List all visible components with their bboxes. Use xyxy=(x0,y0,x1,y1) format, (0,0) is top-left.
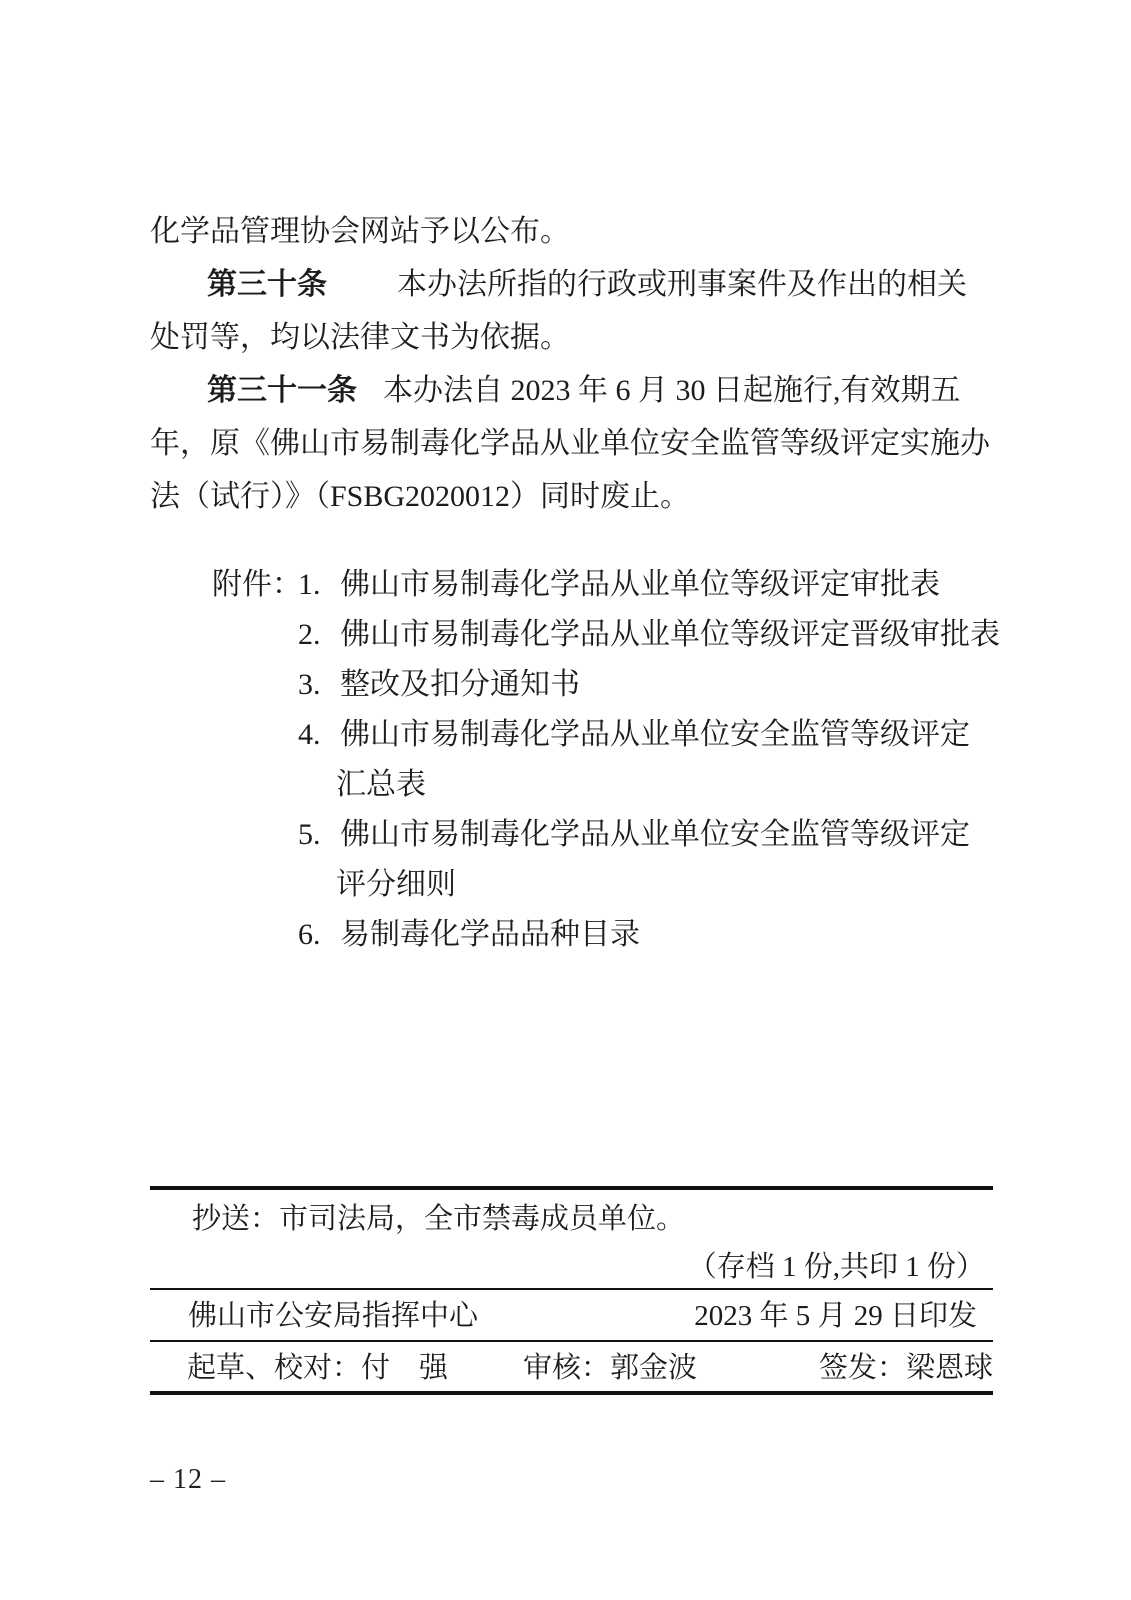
paragraph-line xyxy=(150,258,993,311)
attachment-item-continuation xyxy=(150,860,1010,910)
issuer-row xyxy=(150,1296,993,1336)
paragraph-text: 化学品管理协会网站予以公布。 xyxy=(150,215,570,248)
signer-field: 签发：梁恩球 xyxy=(819,1352,994,1384)
cc-text: 抄送：市司法局，全市禁毒成员单位。 xyxy=(192,1203,686,1235)
paragraph-text: 法（试行）》（FSBG2020012）同时废止。 xyxy=(150,480,691,513)
paragraph-line xyxy=(150,364,993,417)
attachment-item xyxy=(150,910,1010,960)
attachment-item xyxy=(150,710,1010,760)
separator-line-bottom xyxy=(150,1391,993,1395)
attachment-number: 5. xyxy=(298,818,321,851)
page-number: – 12 – xyxy=(150,1464,226,1495)
attachment-title: 易制毒化学品品种目录 xyxy=(340,918,640,951)
article-number-term: 第三十条 xyxy=(207,268,327,301)
attachment-item xyxy=(150,560,1010,610)
paragraph-text: 年，原《佛山市易制毒化学品从业单位安全监管等级评定实施办 xyxy=(150,427,990,460)
attachment-item-continuation xyxy=(150,760,1010,810)
attachment-title-continuation: 评分细则 xyxy=(336,868,456,901)
copies-text: （存档 1 份,共印 1 份） xyxy=(687,1251,985,1283)
separator-line-middle-2 xyxy=(150,1340,993,1342)
paragraph-text: 本办法所指的行政或刑事案件及作出的相关 xyxy=(397,268,967,301)
body-paragraphs xyxy=(150,205,993,523)
print-date: 2023 年 5 月 29 日印发 xyxy=(694,1300,977,1332)
attachments-label: 附件： xyxy=(212,568,302,601)
reviewer-field: 审核：郭金波 xyxy=(523,1352,698,1384)
paragraph-line xyxy=(150,205,993,258)
attachment-item xyxy=(150,660,1010,710)
attachment-item xyxy=(150,610,1010,660)
attachment-title: 佛山市易制毒化学品从业单位等级评定审批表 xyxy=(340,568,940,601)
drafter-field: 起草、校对：付 强 xyxy=(187,1352,449,1384)
attachment-item xyxy=(150,810,1010,860)
cc-line xyxy=(150,1198,993,1240)
attachment-title-continuation: 汇总表 xyxy=(336,768,426,801)
attachment-number: 1. xyxy=(298,568,321,601)
copies-note xyxy=(150,1246,993,1288)
separator-line-middle-1 xyxy=(150,1288,993,1290)
attachment-title: 佛山市易制毒化学品从业单位安全监管等级评定 xyxy=(340,718,970,751)
attachment-title: 佛山市易制毒化学品从业单位等级评定晋级审批表 xyxy=(340,618,1000,651)
attachment-number: 3. xyxy=(298,668,321,701)
attachments-list xyxy=(150,560,1010,960)
issuer-name: 佛山市公安局指挥中心 xyxy=(188,1300,479,1332)
article-number-term: 第三十一条 xyxy=(207,374,357,407)
attachment-number: 6. xyxy=(298,918,321,951)
paragraph-line xyxy=(150,311,993,364)
paragraph-text: 本办法自 2023 年 6 月 30 日起施行,有效期五 xyxy=(383,374,961,407)
attachment-number: 2. xyxy=(298,618,321,651)
attachment-title: 整改及扣分通知书 xyxy=(340,668,580,701)
separator-line-top xyxy=(150,1186,993,1190)
signoff-row xyxy=(150,1348,993,1388)
paragraph-line xyxy=(150,417,993,470)
paragraph-line xyxy=(150,470,993,523)
attachment-title: 佛山市易制毒化学品从业单位安全监管等级评定 xyxy=(340,818,970,851)
paragraph-text: 处罚等，均以法律文书为依据。 xyxy=(150,321,570,354)
attachment-number: 4. xyxy=(298,718,321,751)
